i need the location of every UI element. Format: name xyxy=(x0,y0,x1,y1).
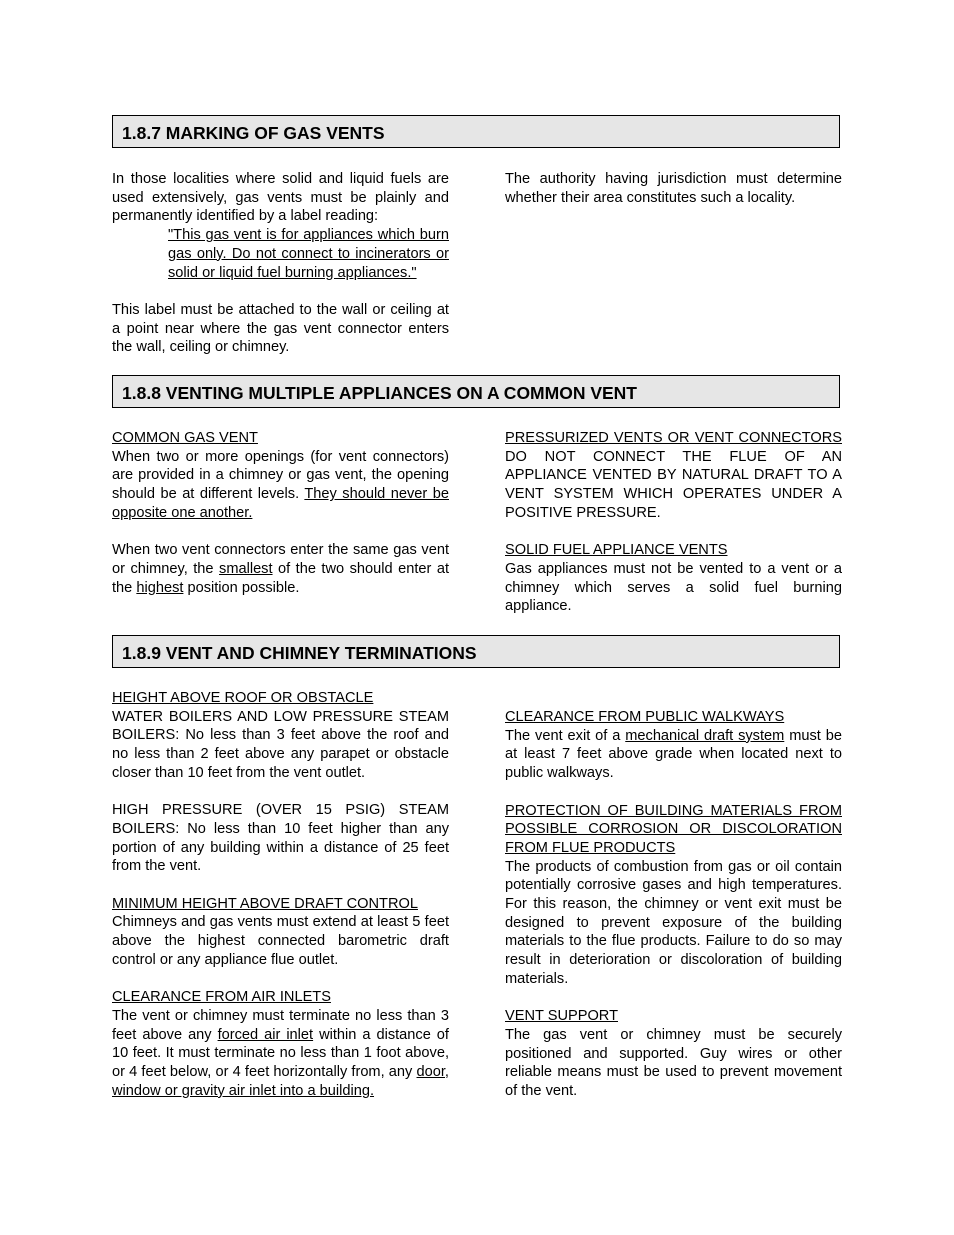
air-inlets-b: within a distance of 10 feet. It must terminate no less than 1 foot above, or 4 feet below, or 4 feet horizontally from, any xyxy=(112,1026,449,1081)
mechanical-draft-term: mechanical draft system xyxy=(625,727,785,744)
section-189-title: 1.8.9 VENT AND CHIMNEY TERMINATIONS xyxy=(122,643,477,663)
protection-heading: PROTECTION OF BUILDING MATERIALS FROM POSSIBLE CORROSION OR DISCOLORATION FROM FLUE PRODUCTS xyxy=(505,802,842,856)
water-boilers-text: WATER BOILERS AND LOW PRESSURE STEAM BOILERS: No less than 3 feet above the roof and no less than 2 feet above any parapet or obstacle closer than 10 feet from the vent outlet. xyxy=(112,708,449,781)
section-189-right-column xyxy=(505,708,842,1101)
section-188-title: 1.8.8 VENTING MULTIPLE APPLIANCES ON A COMMON VENT xyxy=(122,383,637,403)
air-inlets-text xyxy=(112,1007,449,1101)
forced-air-inlet-term: forced air inlet xyxy=(217,1026,314,1043)
section-187-left-column xyxy=(112,170,449,357)
public-walkways-text xyxy=(505,727,842,783)
section-187-right-column xyxy=(505,170,842,207)
section-188-left-column xyxy=(112,429,449,597)
never-opposite-text: They should never be opposite one another. xyxy=(112,486,449,521)
air-inlets-a: The vent or chimney must terminate no less than 3 feet above any xyxy=(112,1007,449,1043)
label-requirement-text: In those localities where solid and liquid fuels are used extensively, gas vents must be plainly and permanently identified by a label reading: xyxy=(112,171,449,225)
label-quote: "This gas vent is for appliances which burn gas only. Do not connect to incinerators or solid or liquid fuel burning appliances." xyxy=(168,227,449,281)
solid-fuel-heading: SOLID FUEL APPLIANCE VENTS xyxy=(505,542,728,559)
two-connectors-c: position possible. xyxy=(187,579,300,596)
vent-support-text: The gas vent or chimney must be securely positioned and supported. Guy wires or other reliable means must be used to prevent movement of the vent. xyxy=(505,1026,842,1100)
smallest-term: smallest xyxy=(219,560,273,577)
protection-text: The products of combustion from gas or oil contain potentially corrosive gases and high temperatures. For this reason, the chimney or vent exit must be designed to prevent exposure of the building materials to the flue products. Failure to do so may result in deterioration or discoloration of building materials. xyxy=(505,858,842,987)
section-189-header xyxy=(112,635,840,668)
walkways-a: The vent exit of a xyxy=(505,727,621,744)
pressurized-vents-text: DO NOT CONNECT THE FLUE OF AN APPLIANCE VENTED BY NATURAL DRAFT TO A VENT SYSTEM WHICH OPERATES UNDER A POSITIVE PRESSURE. xyxy=(505,448,842,521)
common-gas-vent-heading: COMMON GAS VENT xyxy=(112,430,258,446)
two-connectors-a: When two vent connectors enter the same gas vent or chimney, the xyxy=(112,542,449,577)
section-189-left-column xyxy=(112,689,449,1100)
minimum-height-text: Chimneys and gas vents must extend at least 5 feet above the highest connected barometric draft control or any appliance flue outlet. xyxy=(112,914,449,968)
high-pressure-text: HIGH PRESSURE (OVER 15 PSIG) STEAM BOILERS: No less than 10 feet higher than any portion of any building within a distance of 25 feet from the vent. xyxy=(112,802,449,875)
walkways-b: must be at least 7 feet above grade when located next to public walkways. xyxy=(505,727,842,782)
common-gas-vent-text xyxy=(112,448,449,523)
minimum-height-heading: MINIMUM HEIGHT ABOVE DRAFT CONTROL xyxy=(112,895,418,912)
public-walkways-heading: CLEARANCE FROM PUBLIC WALKWAYS xyxy=(505,709,785,725)
section-188-header xyxy=(112,375,840,408)
highest-term: highest xyxy=(136,579,184,596)
two-connectors-text xyxy=(112,541,449,597)
vent-support-heading: VENT SUPPORT xyxy=(505,1008,618,1025)
common-openings-text: When two or more openings (for vent connectors) are provided in a chimney or gas vent, the opening should be at different levels. xyxy=(112,448,449,503)
air-inlets-heading: CLEARANCE FROM AIR INLETS xyxy=(112,989,331,1006)
height-above-roof-heading: HEIGHT ABOVE ROOF OR OBSTACLE xyxy=(112,690,374,706)
section-187-header xyxy=(112,115,840,148)
authority-text: The authority having jurisdiction must determine whether their area constitutes such a locality. xyxy=(505,171,842,206)
pressurized-vents-heading: PRESSURIZED VENTS OR VENT CONNECTORS xyxy=(505,430,842,446)
solid-fuel-text: Gas appliances must not be vented to a vent or a chimney which serves a solid fuel burning appliance. xyxy=(505,560,842,615)
section-187-title: 1.8.7 MARKING OF GAS VENTS xyxy=(122,123,385,143)
section-188-right-column xyxy=(505,429,842,616)
door-window-term: door, window or gravity air inlet into a building. xyxy=(112,1064,449,1099)
label-placement-text: This label must be attached to the wall or ceiling at a point near where the gas vent connector enters the wall, ceiling or chimney. xyxy=(112,301,449,356)
two-connectors-b: of the two should enter at the xyxy=(112,560,450,596)
